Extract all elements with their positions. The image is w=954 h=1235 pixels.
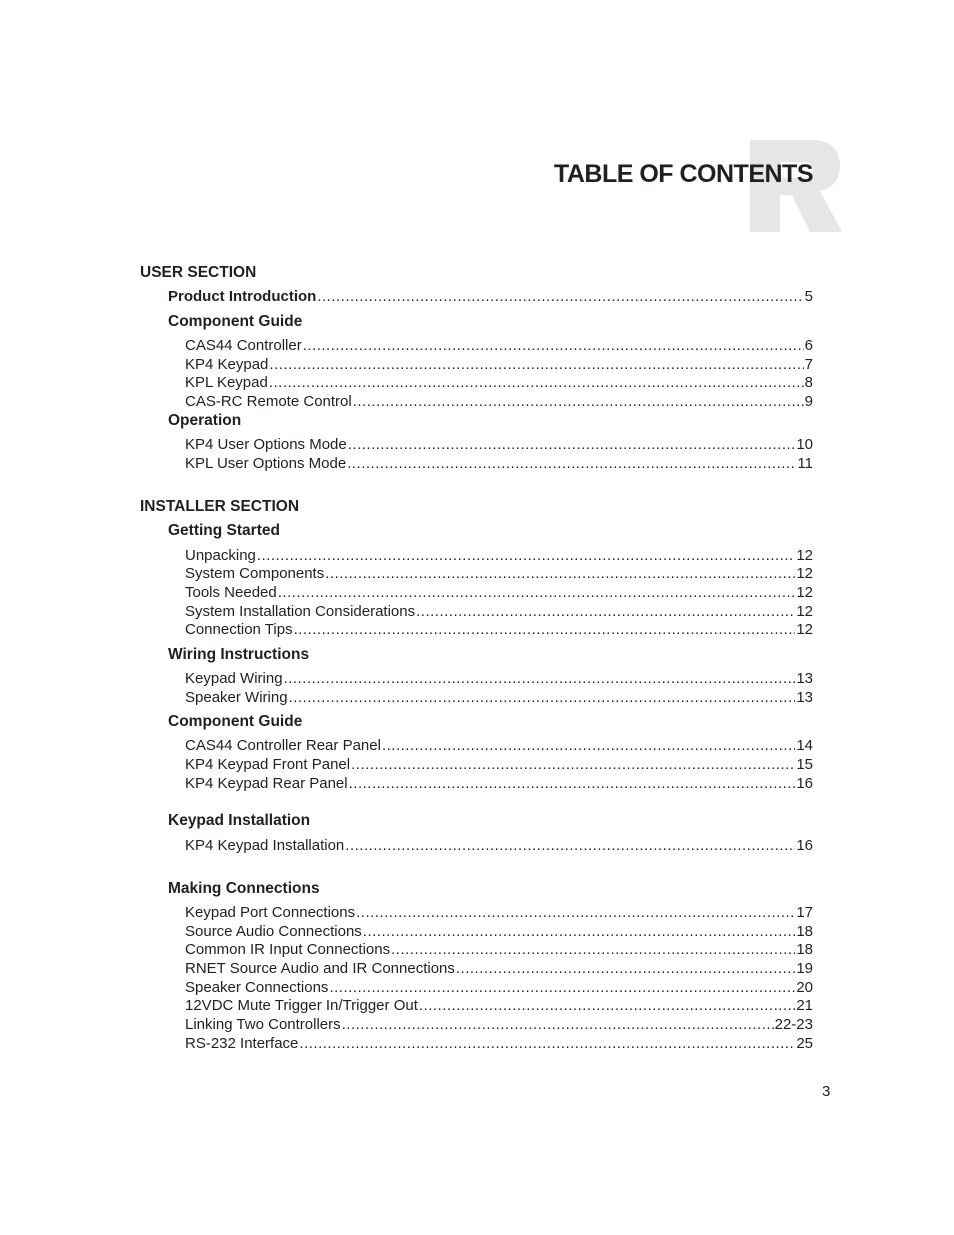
toc-entry-page: 20 <box>796 979 813 996</box>
getting-started-heading: Getting Started <box>168 522 280 539</box>
toc-entry-page: 25 <box>796 1035 813 1052</box>
toc-entry-label: CAS44 Controller <box>185 337 302 354</box>
toc-entry[interactable] <box>185 959 813 979</box>
toc-entry-page: 17 <box>796 904 813 921</box>
dot-leader <box>289 688 796 708</box>
toc-entry-label: Linking Two Controllers <box>185 1016 341 1033</box>
toc-entry[interactable] <box>185 774 813 794</box>
toc-entry-label: KPL Keypad <box>185 374 268 391</box>
dot-leader <box>329 978 795 998</box>
toc-entry[interactable] <box>185 355 813 375</box>
toc-entry[interactable] <box>185 996 813 1016</box>
toc-entry-page: 15 <box>796 756 813 773</box>
installer-section-heading: INSTALLER SECTION <box>140 498 300 515</box>
toc-entry-page: 10 <box>796 436 813 453</box>
toc-entry-page: 22-23 <box>774 1016 813 1033</box>
toc-entry[interactable] <box>185 688 813 708</box>
dot-leader <box>356 903 795 923</box>
dot-leader <box>353 392 804 412</box>
toc-entry[interactable] <box>185 546 813 566</box>
dot-leader <box>303 336 804 356</box>
toc-entry-page: 8 <box>804 374 813 391</box>
toc-entry-page: 16 <box>796 837 813 854</box>
toc-entry[interactable] <box>185 940 813 960</box>
toc-entry-label: KP4 Keypad <box>185 356 269 373</box>
toc-entry-label: Unpacking <box>185 547 256 564</box>
toc-entry[interactable] <box>185 903 813 923</box>
toc-entry-page: 12 <box>796 621 813 638</box>
dot-leader <box>299 1034 795 1054</box>
page-title: TABLE OF CONTENTS <box>553 160 813 188</box>
toc-entry[interactable] <box>185 435 813 455</box>
toc-entry-page: 18 <box>796 941 813 958</box>
page-number: 3 <box>822 1083 831 1100</box>
dot-leader <box>284 669 796 689</box>
toc-entry-label: System Components <box>185 565 325 582</box>
dot-leader <box>294 620 796 640</box>
user-section-heading: USER SECTION <box>140 264 257 281</box>
toc-entry-label: KP4 Keypad Front Panel <box>185 756 351 773</box>
dot-leader <box>363 922 796 942</box>
toc-entry-page: 14 <box>796 737 813 754</box>
toc-entry-page: 19 <box>796 960 813 977</box>
dot-leader <box>345 836 795 856</box>
component-guide-heading: Component Guide <box>168 313 303 330</box>
toc-entry-label: Speaker Wiring <box>185 689 288 706</box>
toc-entry-page: 18 <box>796 923 813 940</box>
toc-entry[interactable] <box>185 373 813 393</box>
component-guide-heading: Component Guide <box>168 713 303 730</box>
toc-entry-label: KP4 User Options Mode <box>185 436 347 453</box>
toc-entry[interactable] <box>185 755 813 775</box>
toc-entry[interactable] <box>185 1015 813 1035</box>
keypad-installation-heading: Keypad Installation <box>168 812 311 829</box>
toc-entry-page: 12 <box>796 603 813 620</box>
toc-entry[interactable] <box>185 620 813 640</box>
dot-leader <box>456 959 795 979</box>
dot-leader <box>348 435 796 455</box>
making-connections-heading: Making Connections <box>168 880 320 897</box>
dot-leader <box>278 583 796 603</box>
toc-entry[interactable] <box>185 978 813 998</box>
toc-entry-label: RS-232 Interface <box>185 1035 299 1052</box>
toc-entry-label: KP4 Keypad Installation <box>185 837 345 854</box>
toc-entry-page: 7 <box>804 356 813 373</box>
toc-entry-label: Keypad Wiring <box>185 670 283 687</box>
toc-entry[interactable] <box>185 454 813 474</box>
wiring-instructions-heading: Wiring Instructions <box>168 646 310 663</box>
toc-entry-page: 5 <box>804 288 813 305</box>
dot-leader <box>391 940 795 960</box>
toc-entry-label: Tools Needed <box>185 584 277 601</box>
toc-entry-product-introduction[interactable] <box>168 287 813 307</box>
toc-entry[interactable] <box>185 922 813 942</box>
toc-entry[interactable] <box>185 336 813 356</box>
dot-leader <box>257 546 795 566</box>
toc-entry-page: 12 <box>796 547 813 564</box>
toc-entry-label: 12VDC Mute Trigger In/Trigger Out <box>185 997 418 1014</box>
dot-leader <box>269 355 803 375</box>
toc-entry-page: 9 <box>804 393 813 410</box>
dot-leader <box>325 564 795 584</box>
dot-leader <box>416 602 795 622</box>
toc-entry-label: RNET Source Audio and IR Connections <box>185 960 455 977</box>
toc-entry[interactable] <box>185 583 813 603</box>
operation-heading: Operation <box>168 412 242 429</box>
toc-entry[interactable] <box>185 1034 813 1054</box>
toc-entry[interactable] <box>185 669 813 689</box>
dot-leader <box>351 755 795 775</box>
dot-leader <box>419 996 795 1016</box>
toc-entry-page: 16 <box>796 775 813 792</box>
toc-entry-label: Speaker Connections <box>185 979 329 996</box>
toc-entry[interactable] <box>185 602 813 622</box>
toc-entry[interactable] <box>185 836 813 856</box>
toc-entry-label: Common IR Input Connections <box>185 941 391 958</box>
toc-entry-page: 21 <box>796 997 813 1014</box>
toc-entry-page: 12 <box>796 584 813 601</box>
toc-entry-page: 12 <box>796 565 813 582</box>
toc-entry-label: KP4 Keypad Rear Panel <box>185 775 348 792</box>
dot-leader <box>342 1015 774 1035</box>
dot-leader <box>347 454 796 474</box>
toc-entry-page: 11 <box>797 455 813 472</box>
dot-leader <box>317 287 803 307</box>
toc-entry-page: 6 <box>804 337 813 354</box>
dot-leader <box>269 373 804 393</box>
dot-leader <box>349 774 796 794</box>
toc-entry-label: Connection Tips <box>185 621 293 638</box>
dot-leader <box>382 736 795 756</box>
toc-entry-label: Keypad Port Connections <box>185 904 356 921</box>
toc-entry-label: Source Audio Connections <box>185 923 362 940</box>
toc-entry[interactable] <box>185 392 813 412</box>
toc-entry-label: Product Introduction <box>168 288 317 305</box>
toc-entry-label: CAS-RC Remote Control <box>185 393 352 410</box>
toc-entry-label: CAS44 Controller Rear Panel <box>185 737 381 754</box>
toc-entry-label: System Installation Considerations <box>185 603 416 620</box>
toc-entry[interactable] <box>185 564 813 584</box>
toc-entry-page: 13 <box>796 689 813 706</box>
toc-entry[interactable] <box>185 736 813 756</box>
toc-entry-page: 13 <box>796 670 813 687</box>
toc-entry-label: KPL User Options Mode <box>185 455 347 472</box>
